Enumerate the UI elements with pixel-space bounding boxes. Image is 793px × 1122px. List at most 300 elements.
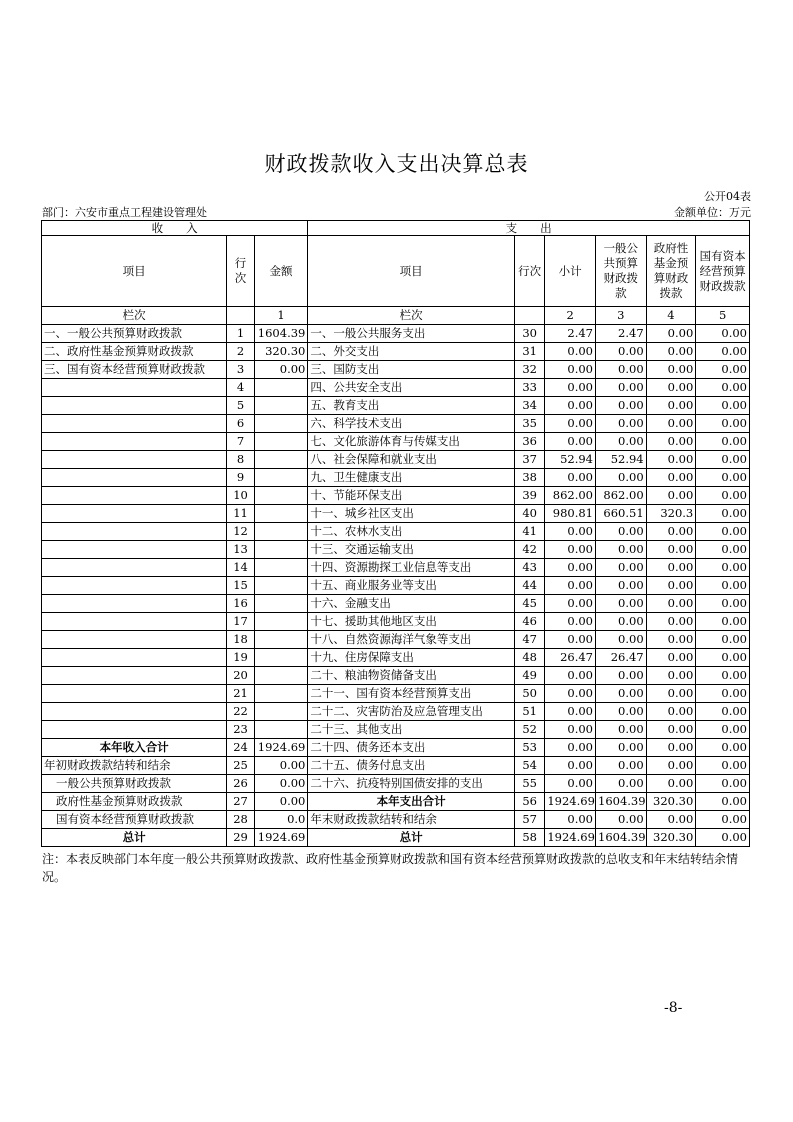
subtotal-cell: 0.00 — [545, 577, 596, 595]
gov-fund-cell: 0.00 — [646, 559, 696, 577]
income-amount-cell: 0.00 — [254, 757, 308, 775]
empty-cell — [227, 307, 254, 325]
expense-item-cell: 七、文化旅游体育与传媒支出 — [308, 433, 515, 451]
subtotal-cell: 0.00 — [545, 595, 596, 613]
income-amount-cell — [254, 703, 308, 721]
income-item-cell: 一般公共预算财政拨款 — [42, 775, 227, 793]
unit-label: 金额单位：万元 — [674, 206, 751, 219]
general-budget-cell: 2.47 — [596, 325, 647, 343]
table-row — [42, 541, 750, 559]
col-index-4: 4 — [646, 307, 696, 325]
gov-fund-cell: 0.00 — [646, 397, 696, 415]
gov-fund-cell: 0.00 — [646, 703, 696, 721]
income-column-label: 栏次 — [42, 307, 227, 325]
income-line-cell: 8 — [227, 451, 254, 469]
expense-item-cell: 十九、住房保障支出 — [308, 649, 515, 667]
income-item-cell — [42, 523, 227, 541]
gov-fund-cell: 0.00 — [646, 613, 696, 631]
col-index-3: 3 — [596, 307, 647, 325]
general-budget-cell: 0.00 — [596, 721, 647, 739]
state-capital-cell: 0.00 — [696, 541, 750, 559]
general-budget-cell: 0.00 — [596, 469, 647, 487]
table-row — [42, 397, 750, 415]
table-row — [42, 523, 750, 541]
expense-item-cell: 二十六、抗疫特别国债安排的支出 — [308, 775, 515, 793]
col-index-5: 5 — [696, 307, 750, 325]
income-item-cell — [42, 613, 227, 631]
income-item-cell: 年初财政拨款结转和结余 — [42, 757, 227, 775]
subtotal-cell: 0.00 — [545, 361, 596, 379]
state-capital-cell: 0.00 — [696, 361, 750, 379]
page-number: -8- — [664, 1000, 683, 1016]
income-line-cell: 9 — [227, 469, 254, 487]
table-row — [42, 631, 750, 649]
expense-line-cell: 54 — [514, 757, 544, 775]
gov-fund-cell: 0.00 — [646, 667, 696, 685]
subtotal-cell: 0.00 — [545, 541, 596, 559]
income-item-cell — [42, 433, 227, 451]
income-amount-cell — [254, 577, 308, 595]
state-capital-cell: 0.00 — [696, 667, 750, 685]
income-item-cell — [42, 595, 227, 613]
form-code: 公开04表 — [704, 190, 751, 203]
state-capital-cell: 0.00 — [696, 793, 750, 811]
expense-line-cell: 30 — [514, 325, 544, 343]
expense-item-cell: 一、一般公共服务支出 — [308, 325, 515, 343]
income-line-cell: 25 — [227, 757, 254, 775]
general-budget-header: 一般公共预算财政拨款 — [596, 236, 647, 307]
state-capital-cell: 0.00 — [696, 505, 750, 523]
income-item-cell — [42, 451, 227, 469]
income-amount-cell — [254, 451, 308, 469]
table-row — [42, 415, 750, 433]
expense-item-cell: 九、卫生健康支出 — [308, 469, 515, 487]
expense-item-cell: 十四、资源勘探工业信息等支出 — [308, 559, 515, 577]
general-budget-cell: 0.00 — [596, 667, 647, 685]
subtotal-cell: 0.00 — [545, 631, 596, 649]
state-capital-cell: 0.00 — [696, 343, 750, 361]
empty-cell — [514, 307, 544, 325]
expense-line-cell: 34 — [514, 397, 544, 415]
income-line-cell: 2 — [227, 343, 254, 361]
subtotal-cell: 2.47 — [545, 325, 596, 343]
gov-fund-cell: 0.00 — [646, 523, 696, 541]
general-budget-cell: 0.00 — [596, 415, 647, 433]
table-row — [42, 775, 750, 793]
expense-item-cell: 五、教育支出 — [308, 397, 515, 415]
income-amount-cell: 0.00 — [254, 775, 308, 793]
income-line-cell: 10 — [227, 487, 254, 505]
gov-fund-cell: 0.00 — [646, 415, 696, 433]
state-capital-cell: 0.00 — [696, 433, 750, 451]
income-amount-cell — [254, 685, 308, 703]
state-capital-cell: 0.00 — [696, 649, 750, 667]
gov-fund-cell: 0.00 — [646, 775, 696, 793]
income-line-cell: 6 — [227, 415, 254, 433]
income-section-header: 收 入 — [42, 221, 308, 236]
expense-line-cell: 36 — [514, 433, 544, 451]
general-budget-cell: 0.00 — [596, 577, 647, 595]
income-item-header: 项目 — [42, 236, 227, 307]
gov-fund-cell: 0.00 — [646, 325, 696, 343]
expense-line-cell: 45 — [514, 595, 544, 613]
subtotal-cell: 1924.69 — [545, 829, 596, 847]
expense-line-cell: 40 — [514, 505, 544, 523]
expense-item-cell: 十一、城乡社区支出 — [308, 505, 515, 523]
expense-item-cell: 二十五、债务付息支出 — [308, 757, 515, 775]
table-row — [42, 685, 750, 703]
expense-line-cell: 51 — [514, 703, 544, 721]
subtotal-cell: 0.00 — [545, 811, 596, 829]
expense-line-cell: 35 — [514, 415, 544, 433]
income-item-cell: 政府性基金预算财政拨款 — [42, 793, 227, 811]
general-budget-cell: 0.00 — [596, 379, 647, 397]
income-item-cell — [42, 559, 227, 577]
expense-item-cell: 十二、农林水支出 — [308, 523, 515, 541]
income-line-cell: 18 — [227, 631, 254, 649]
income-line-cell: 16 — [227, 595, 254, 613]
income-amount-cell: 0.0 — [254, 811, 308, 829]
income-line-cell: 27 — [227, 793, 254, 811]
income-line-cell: 26 — [227, 775, 254, 793]
general-budget-cell: 1604.39 — [596, 829, 647, 847]
expense-item-cell: 三、国防支出 — [308, 361, 515, 379]
income-amount-cell — [254, 631, 308, 649]
subtotal-cell: 0.00 — [545, 721, 596, 739]
table-row — [42, 613, 750, 631]
gov-fund-cell: 0.00 — [646, 361, 696, 379]
expense-line-cell: 48 — [514, 649, 544, 667]
income-line-cell: 23 — [227, 721, 254, 739]
subtotal-cell: 0.00 — [545, 685, 596, 703]
gov-fund-cell: 0.00 — [646, 541, 696, 559]
income-amount-cell — [254, 649, 308, 667]
income-line-cell: 24 — [227, 739, 254, 757]
income-item-cell — [42, 379, 227, 397]
table-note: 注：本表反映部门本年度一般公共预算财政拨款、政府性基金预算财政拨款和国有资本经营预算财政拨款的总收支和年末结转结余情况。 — [42, 852, 739, 884]
income-item-cell: 总计 — [42, 829, 227, 847]
income-amount-cell — [254, 433, 308, 451]
subtotal-cell: 0.00 — [545, 757, 596, 775]
subtotal-cell: 0.00 — [545, 739, 596, 757]
gov-fund-cell: 0.00 — [646, 595, 696, 613]
expense-item-cell: 二十一、国有资本经营预算支出 — [308, 685, 515, 703]
state-capital-cell: 0.00 — [696, 757, 750, 775]
state-capital-cell: 0.00 — [696, 397, 750, 415]
state-capital-cell: 0.00 — [696, 613, 750, 631]
expense-item-cell: 八、社会保障和就业支出 — [308, 451, 515, 469]
gov-fund-cell: 0.00 — [646, 721, 696, 739]
income-line-cell: 4 — [227, 379, 254, 397]
expense-item-cell: 四、公共安全支出 — [308, 379, 515, 397]
income-item-cell — [42, 577, 227, 595]
state-capital-cell: 0.00 — [696, 829, 750, 847]
subtotal-cell: 0.00 — [545, 559, 596, 577]
income-amount-cell — [254, 379, 308, 397]
state-capital-cell: 0.00 — [696, 721, 750, 739]
table-row — [42, 451, 750, 469]
income-line-cell: 28 — [227, 811, 254, 829]
expense-line-cell: 55 — [514, 775, 544, 793]
state-capital-cell: 0.00 — [696, 703, 750, 721]
income-amount-cell — [254, 523, 308, 541]
expense-item-cell: 二十二、灾害防治及应急管理支出 — [308, 703, 515, 721]
expense-item-cell: 二十四、债务还本支出 — [308, 739, 515, 757]
general-budget-cell: 0.00 — [596, 703, 647, 721]
table-row — [42, 343, 750, 361]
income-item-cell — [42, 649, 227, 667]
income-item-cell — [42, 469, 227, 487]
expense-item-cell: 十八、自然资源海洋气象等支出 — [308, 631, 515, 649]
income-amount-cell: 320.30 — [254, 343, 308, 361]
expense-line-cell: 56 — [514, 793, 544, 811]
subtotal-cell: 26.47 — [545, 649, 596, 667]
general-budget-cell: 52.94 — [596, 451, 647, 469]
income-item-cell — [42, 667, 227, 685]
gov-fund-header: 政府性基金预算财政拨款 — [646, 236, 696, 307]
subtotal-cell: 862.00 — [545, 487, 596, 505]
income-amount-cell: 1924.69 — [254, 739, 308, 757]
gov-fund-cell: 0.00 — [646, 631, 696, 649]
income-line-cell: 22 — [227, 703, 254, 721]
gov-fund-cell: 320.30 — [646, 793, 696, 811]
state-capital-cell: 0.00 — [696, 469, 750, 487]
state-capital-cell: 0.00 — [696, 379, 750, 397]
table-row — [42, 325, 750, 343]
income-amount-cell: 1604.39 — [254, 325, 308, 343]
state-capital-cell: 0.00 — [696, 577, 750, 595]
general-budget-cell: 0.00 — [596, 739, 647, 757]
income-amount-header: 金额 — [254, 236, 308, 307]
expense-item-cell: 二十、粮油物资储备支出 — [308, 667, 515, 685]
income-amount-cell — [254, 541, 308, 559]
income-amount-cell — [254, 559, 308, 577]
income-line-cell: 1 — [227, 325, 254, 343]
state-capital-cell: 0.00 — [696, 487, 750, 505]
gov-fund-cell: 0.00 — [646, 343, 696, 361]
table-row — [42, 487, 750, 505]
state-capital-cell: 0.00 — [696, 775, 750, 793]
expense-line-cell: 38 — [514, 469, 544, 487]
income-line-cell: 21 — [227, 685, 254, 703]
income-item-cell — [42, 397, 227, 415]
subtotal-cell: 0.00 — [545, 703, 596, 721]
income-item-cell — [42, 631, 227, 649]
expense-line-cell: 32 — [514, 361, 544, 379]
state-capital-cell: 0.00 — [696, 559, 750, 577]
general-budget-cell: 1604.39 — [596, 793, 647, 811]
income-amount-cell — [254, 415, 308, 433]
table-row — [42, 811, 750, 829]
subtotal-cell: 0.00 — [545, 469, 596, 487]
income-amount-cell: 1924.69 — [254, 829, 308, 847]
table-row — [42, 577, 750, 595]
income-item-cell — [42, 721, 227, 739]
income-line-cell: 7 — [227, 433, 254, 451]
general-budget-cell: 0.00 — [596, 361, 647, 379]
general-budget-cell: 0.00 — [596, 433, 647, 451]
general-budget-cell: 0.00 — [596, 559, 647, 577]
income-line-cell: 14 — [227, 559, 254, 577]
expense-line-cell: 57 — [514, 811, 544, 829]
expense-item-header: 项目 — [308, 236, 515, 307]
expense-line-cell: 46 — [514, 613, 544, 631]
table-row — [42, 703, 750, 721]
gov-fund-cell: 320.3 — [646, 505, 696, 523]
gov-fund-cell: 0.00 — [646, 487, 696, 505]
table-row — [42, 739, 750, 757]
expense-item-cell: 十、节能环保支出 — [308, 487, 515, 505]
table-row — [42, 469, 750, 487]
income-amount-cell — [254, 721, 308, 739]
gov-fund-cell: 0.00 — [646, 739, 696, 757]
subtotal-cell: 0.00 — [545, 379, 596, 397]
subtotal-cell: 0.00 — [545, 613, 596, 631]
income-line-cell: 5 — [227, 397, 254, 415]
expense-item-cell: 十六、金融支出 — [308, 595, 515, 613]
income-line-cell: 20 — [227, 667, 254, 685]
subtotal-cell: 0.00 — [545, 343, 596, 361]
table-row — [42, 505, 750, 523]
income-item-cell: 国有资本经营预算财政拨款 — [42, 811, 227, 829]
income-item-cell: 一、一般公共预算财政拨款 — [42, 325, 227, 343]
subtotal-cell: 0.00 — [545, 667, 596, 685]
income-line-header: 行次 — [227, 236, 254, 307]
budget-table — [41, 220, 750, 847]
income-line-cell: 12 — [227, 523, 254, 541]
col-index-1: 1 — [254, 307, 308, 325]
income-amount-cell — [254, 613, 308, 631]
subtotal-cell: 980.81 — [545, 505, 596, 523]
state-capital-cell: 0.00 — [696, 523, 750, 541]
expense-item-cell: 二、外交支出 — [308, 343, 515, 361]
income-line-cell: 11 — [227, 505, 254, 523]
table-row — [42, 433, 750, 451]
expense-line-cell: 47 — [514, 631, 544, 649]
general-budget-cell: 0.00 — [596, 595, 647, 613]
expense-item-cell: 十七、援助其他地区支出 — [308, 613, 515, 631]
expense-line-header: 行次 — [514, 236, 544, 307]
table-row — [42, 829, 750, 847]
expense-line-cell: 41 — [514, 523, 544, 541]
income-line-cell: 3 — [227, 361, 254, 379]
expense-item-cell: 总计 — [308, 829, 515, 847]
general-budget-cell: 862.00 — [596, 487, 647, 505]
subtotal-cell: 0.00 — [545, 397, 596, 415]
expense-item-cell: 六、科学技术支出 — [308, 415, 515, 433]
table-row — [42, 379, 750, 397]
income-line-cell: 13 — [227, 541, 254, 559]
subtotal-header: 小计 — [545, 236, 596, 307]
expense-line-cell: 43 — [514, 559, 544, 577]
expense-item-cell: 十五、商业服务业等支出 — [308, 577, 515, 595]
table-row — [42, 667, 750, 685]
subtotal-cell: 0.00 — [545, 775, 596, 793]
state-capital-cell: 0.00 — [696, 451, 750, 469]
state-capital-header: 国有资本经营预算财政拨款 — [696, 236, 750, 307]
table-row — [42, 793, 750, 811]
state-capital-cell: 0.00 — [696, 811, 750, 829]
subtotal-cell: 52.94 — [545, 451, 596, 469]
expense-column-label: 栏次 — [308, 307, 515, 325]
income-item-cell — [42, 505, 227, 523]
income-line-cell: 19 — [227, 649, 254, 667]
expense-line-cell: 39 — [514, 487, 544, 505]
gov-fund-cell: 0.00 — [646, 649, 696, 667]
page-title: 财政拨款收入支出决算总表 — [264, 152, 529, 176]
expense-line-cell: 53 — [514, 739, 544, 757]
state-capital-cell: 0.00 — [696, 325, 750, 343]
income-item-cell — [42, 487, 227, 505]
income-amount-cell: 0.00 — [254, 361, 308, 379]
expense-line-cell: 44 — [514, 577, 544, 595]
income-line-cell: 29 — [227, 829, 254, 847]
subtotal-cell: 1924.69 — [545, 793, 596, 811]
expense-line-cell: 52 — [514, 721, 544, 739]
income-amount-cell — [254, 595, 308, 613]
expense-line-cell: 49 — [514, 667, 544, 685]
income-line-cell: 17 — [227, 613, 254, 631]
income-item-cell: 本年收入合计 — [42, 739, 227, 757]
gov-fund-cell: 0.00 — [646, 433, 696, 451]
general-budget-cell: 0.00 — [596, 775, 647, 793]
general-budget-cell: 660.51 — [596, 505, 647, 523]
general-budget-cell: 0.00 — [596, 685, 647, 703]
general-budget-cell: 26.47 — [596, 649, 647, 667]
expense-line-cell: 50 — [514, 685, 544, 703]
state-capital-cell: 0.00 — [696, 739, 750, 757]
general-budget-cell: 0.00 — [596, 811, 647, 829]
income-item-cell — [42, 541, 227, 559]
general-budget-cell: 0.00 — [596, 613, 647, 631]
income-item-cell — [42, 685, 227, 703]
expense-line-cell: 58 — [514, 829, 544, 847]
general-budget-cell: 0.00 — [596, 541, 647, 559]
state-capital-cell: 0.00 — [696, 631, 750, 649]
income-item-cell — [42, 703, 227, 721]
income-item-cell: 二、政府性基金预算财政拨款 — [42, 343, 227, 361]
income-item-cell: 三、国有资本经营预算财政拨款 — [42, 361, 227, 379]
table-row — [42, 757, 750, 775]
expense-item-cell: 二十三、其他支出 — [308, 721, 515, 739]
income-amount-cell — [254, 487, 308, 505]
gov-fund-cell: 0.00 — [646, 685, 696, 703]
expense-section-header: 支 出 — [308, 221, 750, 236]
gov-fund-cell: 0.00 — [646, 811, 696, 829]
table-row — [42, 721, 750, 739]
subtotal-cell: 0.00 — [545, 433, 596, 451]
income-amount-cell: 0.00 — [254, 793, 308, 811]
expense-item-cell: 十三、交通运输支出 — [308, 541, 515, 559]
gov-fund-cell: 0.00 — [646, 577, 696, 595]
expense-line-cell: 37 — [514, 451, 544, 469]
expense-line-cell: 31 — [514, 343, 544, 361]
income-amount-cell — [254, 469, 308, 487]
table-row — [42, 649, 750, 667]
gov-fund-cell: 0.00 — [646, 379, 696, 397]
income-amount-cell — [254, 505, 308, 523]
expense-line-cell: 33 — [514, 379, 544, 397]
general-budget-cell: 0.00 — [596, 397, 647, 415]
table-row — [42, 361, 750, 379]
expense-item-cell: 年末财政拨款结转和结余 — [308, 811, 515, 829]
gov-fund-cell: 0.00 — [646, 451, 696, 469]
table-row — [42, 595, 750, 613]
state-capital-cell: 0.00 — [696, 595, 750, 613]
expense-item-cell: 本年支出合计 — [308, 793, 515, 811]
state-capital-cell: 0.00 — [696, 685, 750, 703]
income-item-cell — [42, 415, 227, 433]
